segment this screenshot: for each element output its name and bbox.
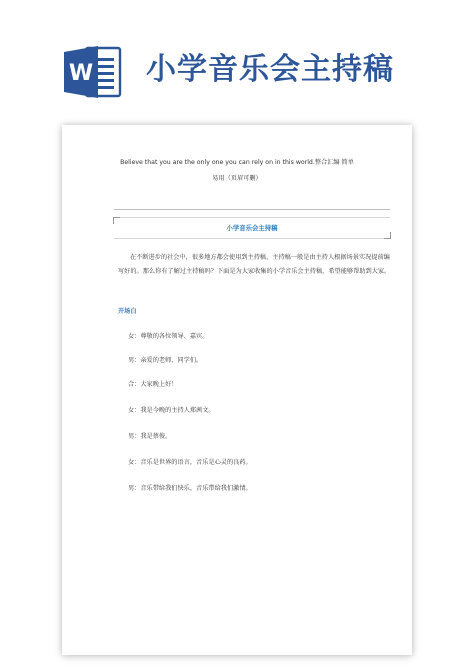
document-header-note [78, 155, 396, 187]
dialogue-line: 男：我是蔡俊。 [128, 433, 172, 440]
section-title-box [114, 217, 390, 239]
header-note-line-2: 易用（页眉可删） [212, 175, 262, 182]
dialogue-line: 女：尊敬的各位领导、嘉宾。 [128, 333, 209, 340]
dialogue-line: 男：音乐带给我们快乐，音乐带给我们激情。 [128, 485, 252, 492]
dialogue-line: 女：音乐是世界的语言，音乐是心灵的良药。 [128, 459, 252, 466]
document-page [62, 125, 412, 655]
header-banner [0, 0, 474, 120]
page-title: 小学音乐会主持稿 [146, 52, 394, 87]
word-icon [64, 44, 122, 100]
opening-heading: 开场白 [118, 308, 137, 315]
header-divider [114, 209, 390, 210]
section-title: 小学音乐会主持稿 [226, 224, 278, 232]
dialogue-line: 合：大家晚上好！ [128, 381, 178, 388]
word-logo-letter: W [68, 61, 94, 86]
dialogue-line: 女：我是今晚的主持人郑茜文。 [128, 407, 215, 414]
dialogue-line: 男：亲爱的老师、同学们。 [128, 357, 203, 364]
header-note-line-1: Believe that you are the only one you can rely on in this world.整合汇编 简单 [120, 159, 354, 166]
intro-paragraph: 在不断进步的社会中，很多地方都会使用到主持稿，主持稿一般是由主持人根据场景实况提前编写好的。那么你有了解过主持稿吗？下面是为大家收集的小学音乐会主持稿，希望能够帮助到大家。 [118, 254, 391, 275]
